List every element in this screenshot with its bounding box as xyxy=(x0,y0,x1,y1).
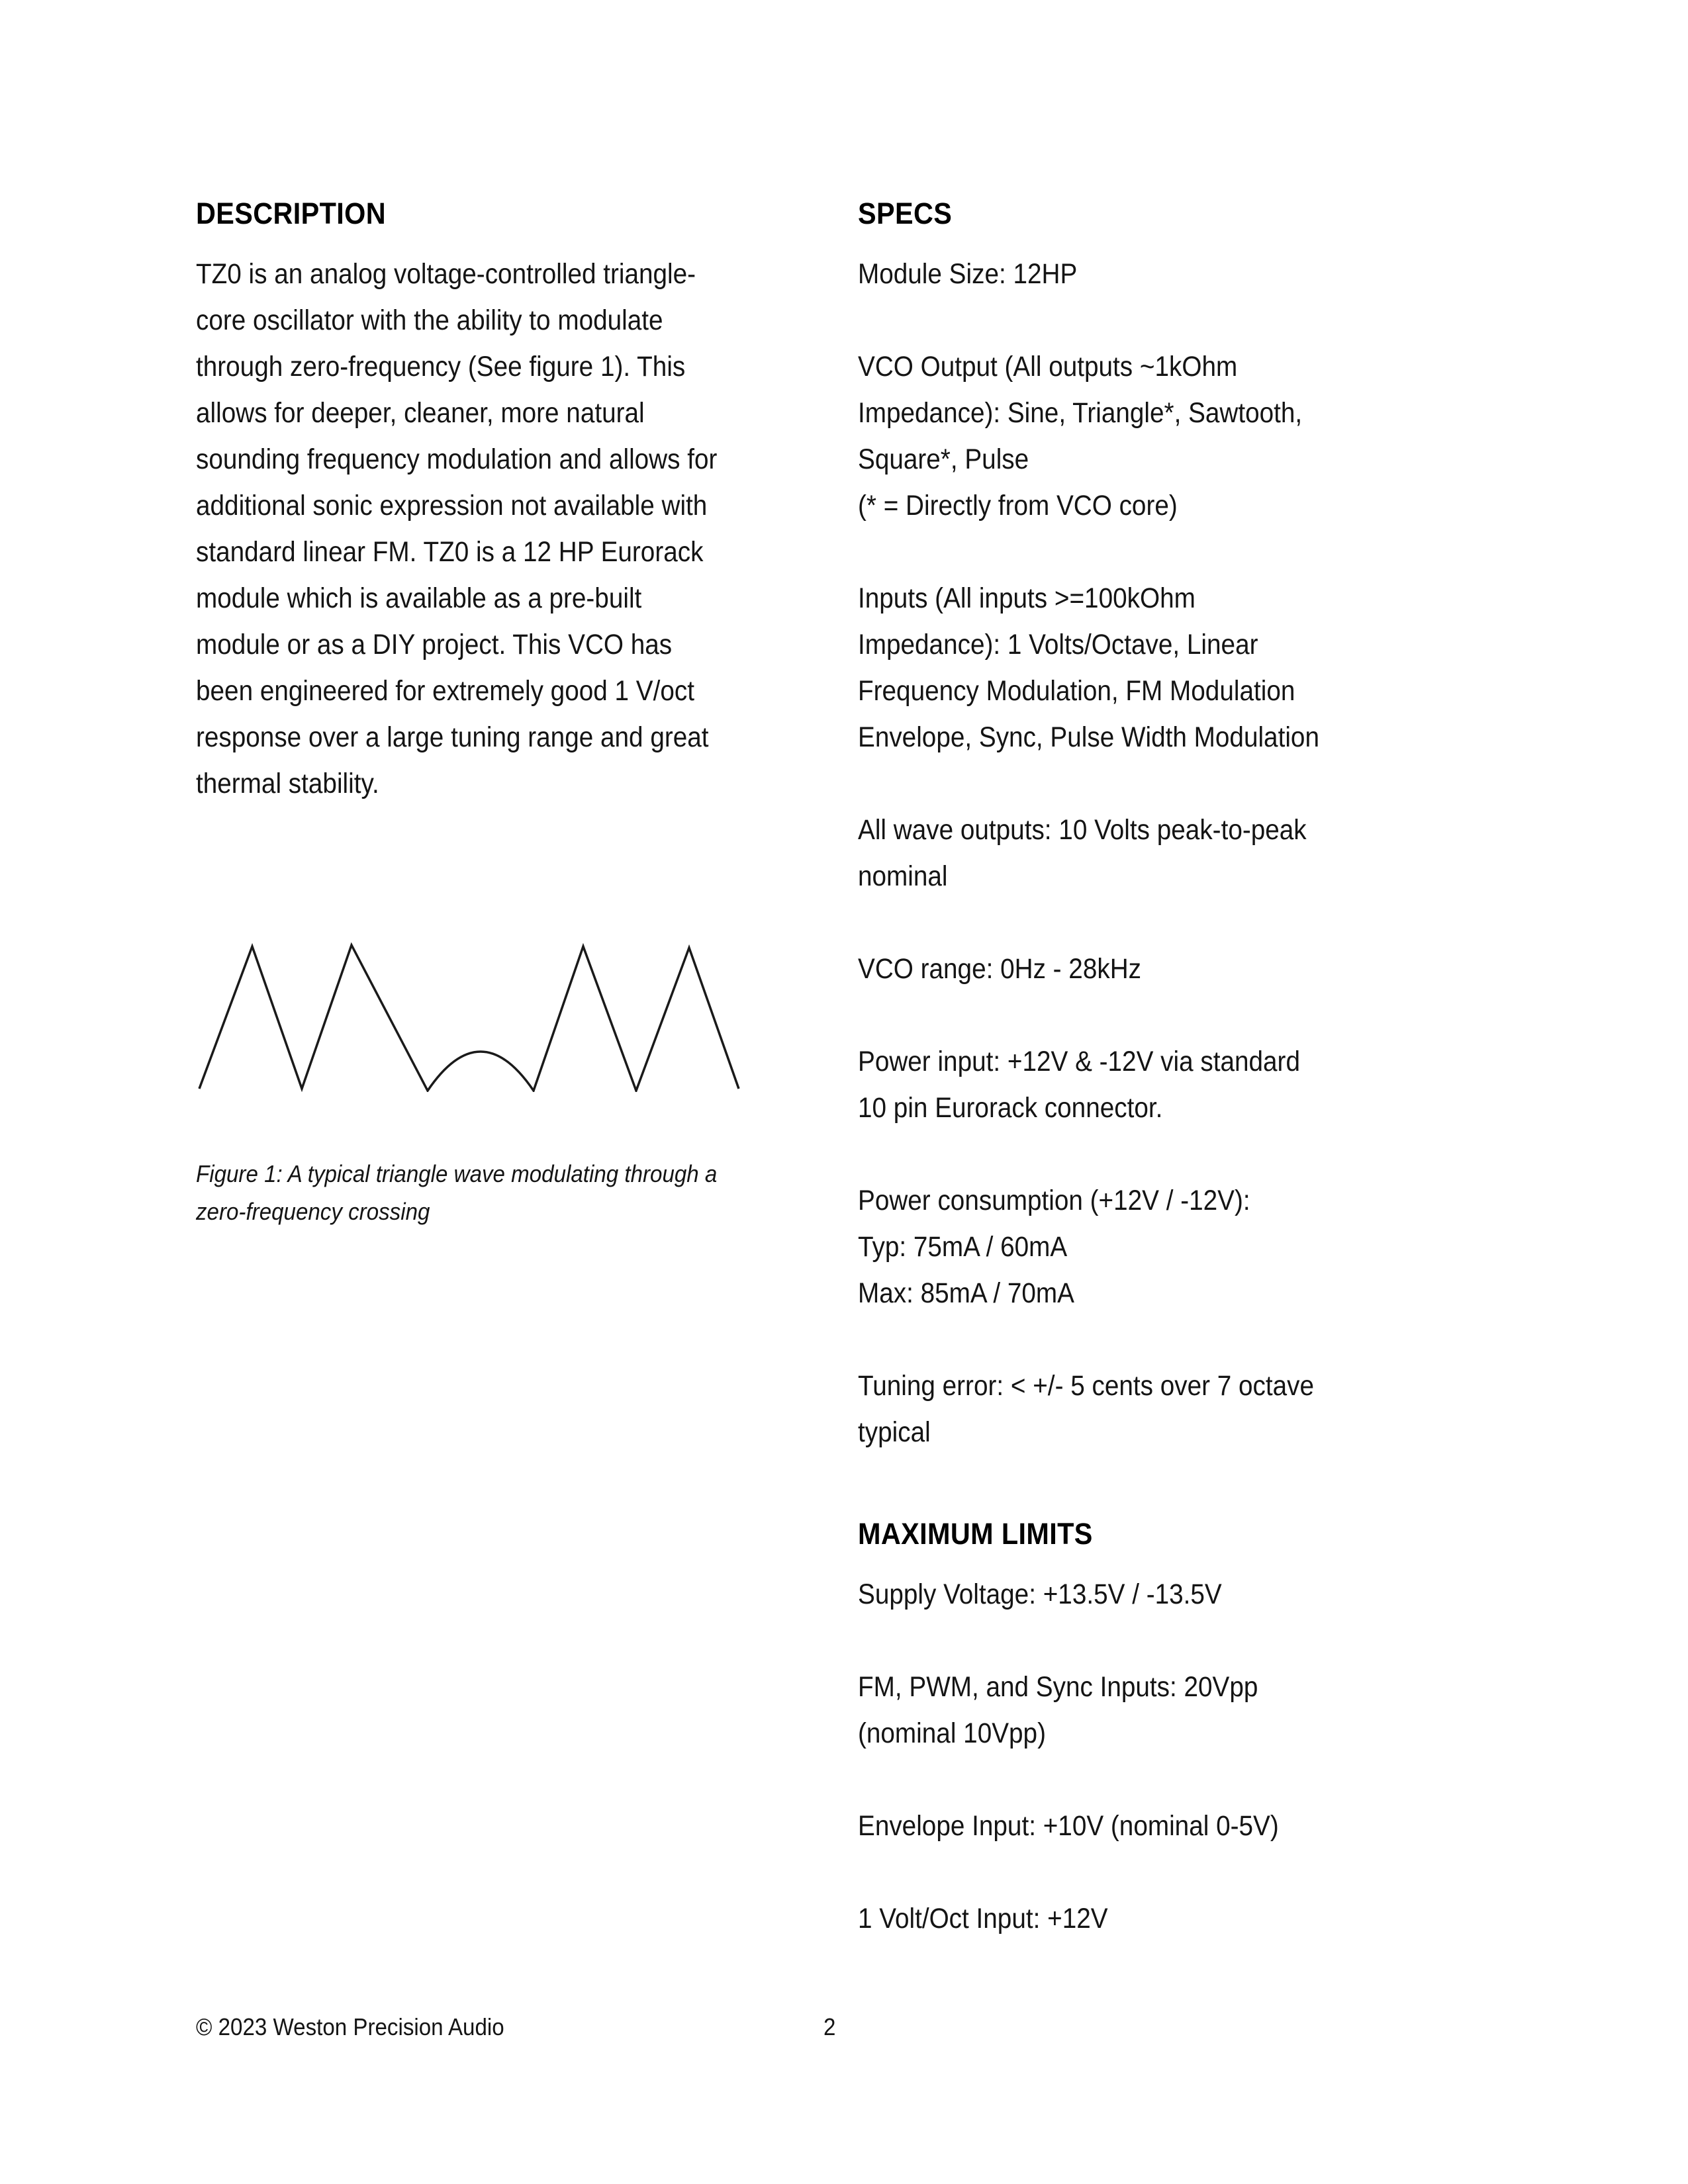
maximum-limit-line: Envelope Input: +10V (nominal 0-5V) xyxy=(858,1810,1279,1842)
spec-spacer xyxy=(858,1131,1520,1177)
spec-line: typical xyxy=(858,1416,931,1448)
maximum-limit-line: (nominal 10Vpp) xyxy=(858,1717,1046,1749)
spec-line: Power input: +12V & -12V via standard xyxy=(858,1046,1300,1077)
spec-spacer xyxy=(858,1617,1520,1664)
spec-entry xyxy=(858,1038,1519,1131)
spec-line: Envelope, Sync, Pulse Width Modulation xyxy=(858,721,1319,753)
description-heading: DESCRIPTION xyxy=(196,197,386,230)
spec-line: VCO range: 0Hz - 28kHz xyxy=(858,953,1142,985)
spec-spacer xyxy=(858,297,1520,343)
spec-spacer xyxy=(858,1316,1520,1363)
maximum-limit-line: FM, PWM, and Sync Inputs: 20Vpp xyxy=(858,1671,1258,1703)
spec-spacer xyxy=(858,1849,1520,1895)
spec-entry xyxy=(858,343,1519,529)
spec-spacer xyxy=(858,899,1520,946)
spec-spacer xyxy=(858,529,1520,575)
maximum-limit-entry xyxy=(858,1664,1519,1756)
maximum-limit-line: Supply Voltage: +13.5V / -13.5V xyxy=(858,1578,1222,1610)
description-paragraph: TZ0 is an analog voltage-controlled triangle-core oscillator with the ability to modulate through zero-frequency (See figure 1). This allows for deeper, cleaner, more natural sounding frequency modulation and allows for additional sonic expression not available with standard linear FM. TZ0 is a 12 HP Eurorack module which is available as a pre-built module or as a DIY project. This VCO has been engineered for extremely good 1 V/oct response over a large tuning range and great thermal stability. xyxy=(196,258,718,799)
spec-line: Max: 85mA / 70mA xyxy=(858,1277,1074,1309)
page-footer xyxy=(0,2012,1688,2052)
spec-spacer xyxy=(858,992,1520,1038)
spec-entry xyxy=(858,946,1519,992)
triangle-wave-icon xyxy=(196,940,785,1092)
spec-line: Inputs (All inputs >=100kOhm xyxy=(858,582,1196,614)
page-number: 2 xyxy=(823,2013,836,2040)
maximum-limit-entry xyxy=(858,1803,1519,1849)
spec-line: All wave outputs: 10 Volts peak-to-peak xyxy=(858,814,1307,846)
spec-entry xyxy=(858,1177,1519,1316)
spec-line: Power consumption (+12V / -12V): xyxy=(858,1185,1250,1216)
spec-entry xyxy=(858,251,1519,297)
spec-line: Frequency Modulation, FM Modulation xyxy=(858,675,1295,707)
specs-column xyxy=(858,199,1520,1942)
maximum-limits-heading: MAXIMUM LIMITS xyxy=(858,1517,1093,1551)
spec-entry xyxy=(858,807,1519,899)
spec-line: (* = Directly from VCO core) xyxy=(858,490,1178,522)
spec-line: Typ: 75mA / 60mA xyxy=(858,1231,1068,1263)
spec-line: nominal xyxy=(858,860,948,892)
spec-spacer xyxy=(858,1756,1520,1803)
specs-maxlimits-spacer xyxy=(858,1455,1520,1519)
specs-heading: SPECS xyxy=(858,197,953,230)
spec-line: 10 pin Eurorack connector. xyxy=(858,1092,1163,1124)
spec-entry xyxy=(858,1363,1519,1455)
maximum-limit-line: 1 Volt/Oct Input: +12V xyxy=(858,1903,1108,1934)
spec-spacer xyxy=(858,760,1520,807)
copyright-notice: © 2023 Weston Precision Audio xyxy=(196,2013,504,2040)
spec-line: Module Size: 12HP xyxy=(858,258,1078,290)
spec-line: Tuning error: < +/- 5 cents over 7 octave xyxy=(858,1370,1315,1402)
spec-entry xyxy=(858,575,1519,760)
maximum-limit-entry xyxy=(858,1895,1519,1942)
spec-line: Square*, Pulse xyxy=(858,443,1029,475)
figure-caption: Figure 1: A typical triangle wave modulating through a zero-frequency crossing xyxy=(196,1160,718,1225)
figure-1 xyxy=(196,940,792,1092)
maximum-limits-list xyxy=(858,1571,1520,1942)
spec-line: Impedance): 1 Volts/Octave, Linear xyxy=(858,629,1258,660)
spec-line: Impedance): Sine, Triangle*, Sawtooth, xyxy=(858,397,1303,429)
spec-line: VCO Output (All outputs ~1kOhm xyxy=(858,351,1238,383)
description-column xyxy=(196,199,719,807)
maximum-limit-entry xyxy=(858,1571,1519,1617)
specs-list xyxy=(858,251,1520,1455)
